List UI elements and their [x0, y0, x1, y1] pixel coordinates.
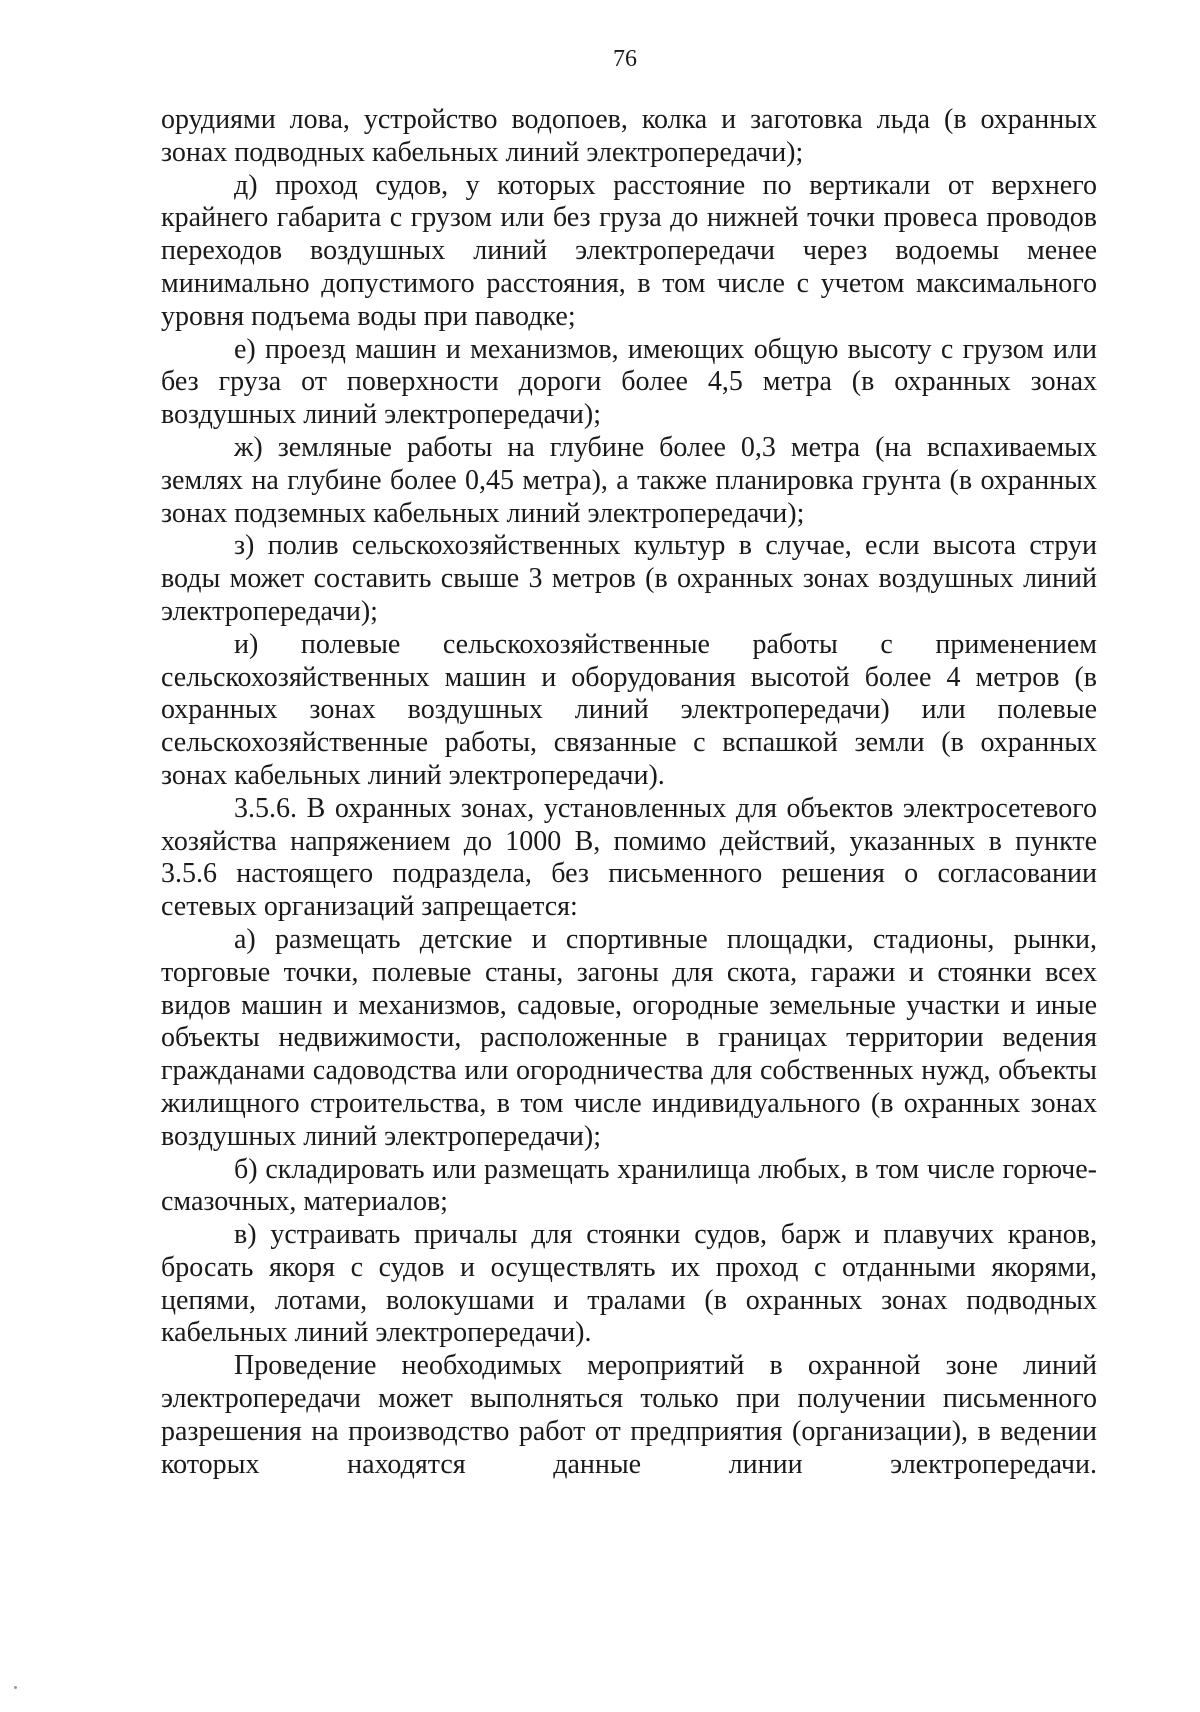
paragraph-item-d: д) проход судов, у которых расстояние по вертикали от верхнего крайнего габарита с грузом или без груза до нижней точки провеса проводов переходов воздушных линий электропередачи через водоемы менее минимально допустимого расстояния, в том числе с учетом максимального уровня подъема воды при паводке; [161, 169, 1097, 332]
paragraph-item-zh: ж) земляные работы на глубине более 0,3 метра (на вспахиваемых землях на глубине более 0,45 метра), а также планировка грунта (в охранных зонах подземных кабельных линий электропередачи); [161, 431, 1097, 529]
paragraph-item-b: б) складировать или размещать хранилища любых, в том числе горюче-смазочных, материалов; [161, 1153, 1097, 1218]
paragraph-section-3-5-6: 3.5.6. В охранных зонах, установленных для объектов электросетевого хозяйства напряжением до 1000 В, помимо действий, указанных в пункте 3.5.6 настоящего подраздела, без письменного решения о согласовании сетевых организаций запрещается: [161, 792, 1097, 923]
paragraph-closing: Проведение необходимых мероприятий в охранной зоне линий электропередачи может выполняться только при получении письменного разрешения на производство работ от предприятия (организации), в ведении которых находятся данные линии электропередачи. [161, 1350, 1097, 1480]
paragraph-item-v: в) устраивать причалы для стоянки судов, барж и плавучих кранов, бросать якоря с судов и осуществлять их проход с отданными якорями, цепями, лотами, волокушами и тралами (в охранных зонах подводных кабельных линий электропередачи). [161, 1219, 1097, 1349]
paragraph-item-i: и) полевые сельскохозяйственные работы с применением сельскохозяйственных машин и оборудования высотой более 4 метров (в охранных зонах воздушных линий электропередачи) или полевые сельскохозяйственные работы, связанные с вспашкой земли (в охранных зонах кабельных линий электропередачи). [161, 628, 1097, 791]
document-body [161, 104, 1097, 1481]
paragraph-item-a: а) размещать детские и спортивные площадки, стадионы, рынки, торговые точки, полевые станы, загоны для скота, гаражи и стоянки всех видов машин и механизмов, садовые, огородные земельные участки и иные объекты недвижимости, расположенные в границах территории ведения гражданами садоводства или огородничества для собственных нужд, объекты жилищного строительства, в том числе индивидуального (в охранных зонах воздушных линий электропередачи); [161, 923, 1097, 1152]
page-number: 76 [613, 46, 637, 72]
scan-speck [14, 1686, 17, 1689]
paragraph-item-z: з) полив сельскохозяйственных культур в случае, если высота струи воды может составить свыше 3 метров (в охранных зонах воздушных линий электропередачи); [161, 530, 1097, 627]
paragraph-item-e: е) проезд машин и механизмов, имеющих общую высоту с грузом или без груза от поверхности дороги более 4,5 метра (в охранных зонах воздушных линий электропередачи); [161, 333, 1097, 431]
paragraph-continuation: орудиями лова, устройство водопоев, колка и заготовка льда (в охранных зонах подводных кабельных линий электропередачи); [161, 104, 1097, 168]
